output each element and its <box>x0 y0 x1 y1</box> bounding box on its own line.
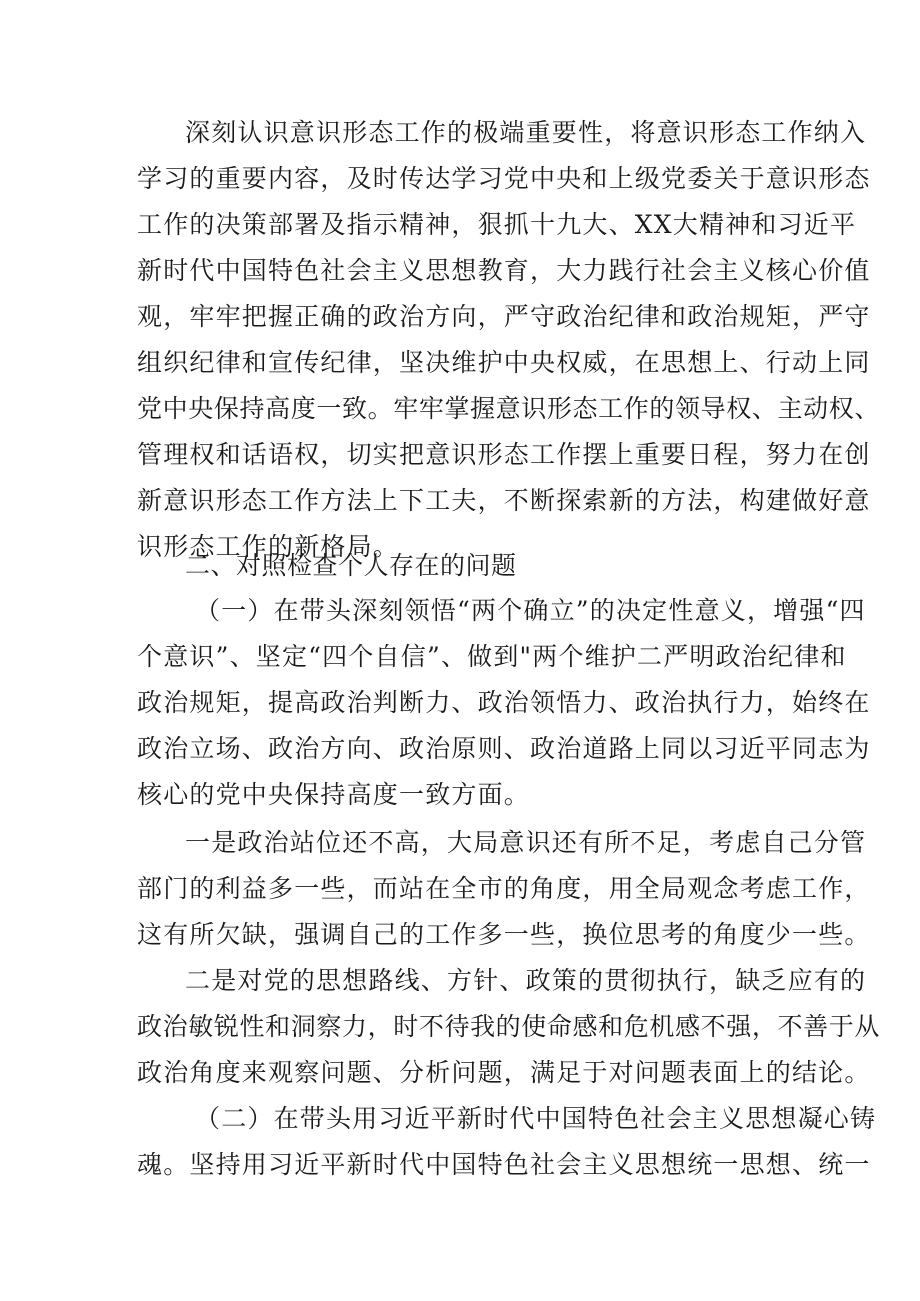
text-line: 核心的党中央保持高度一致方面。 <box>137 780 531 809</box>
text-line: 二是对党的思想路线、方针、政策的贯彻执行，缺乏应有的 <box>185 966 867 995</box>
text-line: 政治角度来观察问题、分析问题，满足于对问题表面上的结论。 <box>137 1058 871 1087</box>
text-line: 新时代中国特色社会主义思想教育，大力践行社会主义核心价值 <box>137 256 871 285</box>
text-line: 工作的决策部署及指示精神，狠抓十九大、XX大精神和习近平 <box>137 210 857 239</box>
text-line: 观，牢牢把握正确的政治方向，严守政治纪律和政治规矩，严守 <box>137 302 871 331</box>
text-line: 深刻认识意识形态工作的极端重要性，将意识形态工作纳入 <box>185 118 867 147</box>
text-line: 管理权和话语权，切实把意识形态工作摆上重要日程，努力在创 <box>137 440 871 469</box>
text-line: 政治规矩，提高政治判断力、政治领悟力、政治执行力，始终在 <box>137 688 871 717</box>
text-line: （二）在带头用习近平新时代中国特色社会主义思想凝心铸 <box>195 1104 877 1133</box>
text-line: 组织纪律和宣传纪律，坚决维护中央权威，在思想上、行动上同 <box>137 348 871 377</box>
text-line: 党中央保持高度一致。牢牢掌握意识形态工作的领导权、主动权、 <box>137 394 880 423</box>
text-line: 这有所欠缺，强调自己的工作多一些，换位思考的角度少一些。 <box>137 920 871 949</box>
text-line: 学习的重要内容，及时传达学习党中央和上级党委关于意识形态 <box>137 164 871 193</box>
text-line: 识形态工作的新格局。 <box>137 532 400 561</box>
text-line: 部门的利益多一些，而站在全市的角度，用全局观念考虑工作， <box>137 874 871 903</box>
text-line: 政治立场、政治方向、政治原则、政治道路上同以习近平同志为 <box>137 734 871 763</box>
text-line: 魂。坚持用习近平新时代中国特色社会主义思想统一思想、统一 <box>137 1150 871 1179</box>
text-line: 一是政治站位还不高，大局意识还有所不足，考虑自己分管 <box>185 828 867 857</box>
text-line: （一）在带头深刻领悟“两个确立”的决定性意义，增强“四 <box>195 596 866 625</box>
section-heading: 二、对照检查个人存在的问题 <box>185 551 517 580</box>
text-line: 个意识”、坚定“四个自信”、做到"两个维护二严明政治纪律和 <box>137 642 847 671</box>
text-line: 政治敏锐性和洞察力，时不待我的使命感和危机感不强，不善于从 <box>137 1012 880 1041</box>
text-line: 新意识形态工作方法上下工夫，不断探索新的方法，构建做好意 <box>137 486 871 515</box>
